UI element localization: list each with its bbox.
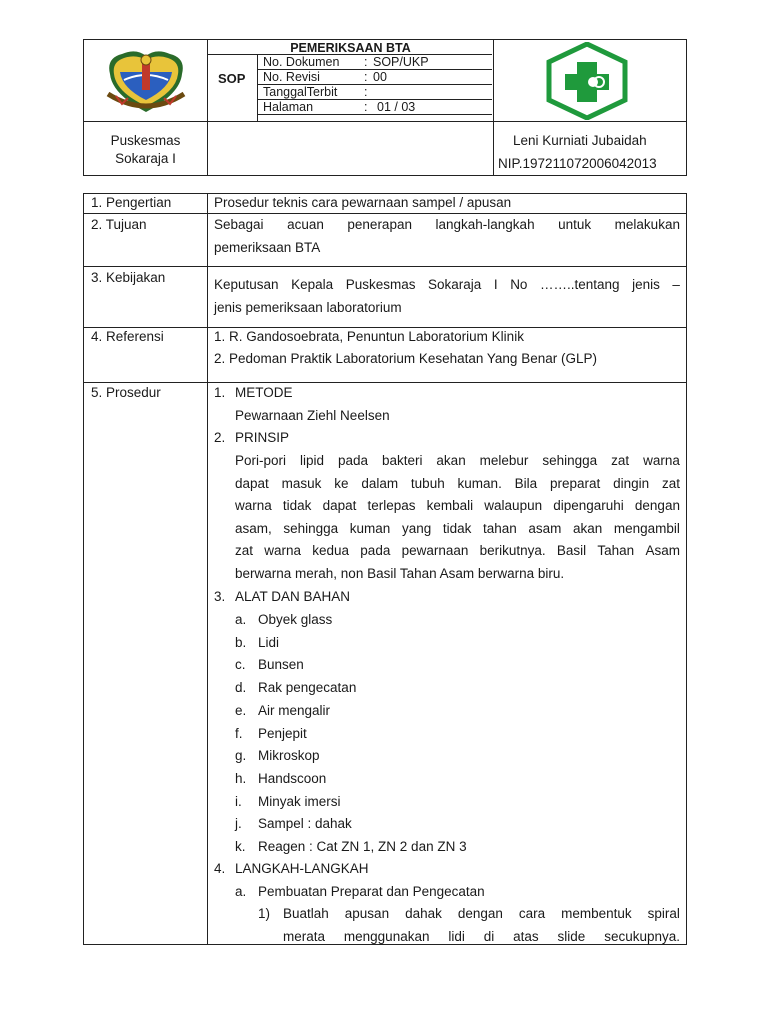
org-name: Puskesmas bbox=[110, 133, 181, 148]
word: akan bbox=[436, 453, 466, 468]
puskesmas-logo bbox=[543, 42, 631, 120]
word: tidak bbox=[282, 498, 312, 514]
sop-label: SOP bbox=[218, 71, 246, 86]
meta-sep: : bbox=[364, 85, 368, 99]
word: dingin bbox=[613, 475, 650, 491]
divider bbox=[493, 40, 494, 175]
kebijakan-line2: jenis pemeriksaan laboratorium bbox=[214, 300, 402, 315]
list-marker: 3. bbox=[214, 589, 226, 604]
meta-value: 01 / 03 bbox=[377, 100, 416, 114]
word: tahan bbox=[482, 520, 517, 536]
meta-key: TanggalTerbit bbox=[263, 85, 338, 99]
list-marker: i. bbox=[235, 793, 242, 809]
word: Basil bbox=[556, 543, 587, 559]
word: ke bbox=[334, 475, 349, 491]
sub-step-heading: Pembuatan Preparat dan Pengecatan bbox=[258, 884, 485, 899]
divider bbox=[207, 194, 208, 944]
divider bbox=[84, 327, 686, 328]
regency-emblem-logo bbox=[102, 46, 190, 116]
meta-key: No. Revisi bbox=[263, 70, 320, 84]
word: yang bbox=[401, 520, 432, 536]
word: kembali bbox=[426, 498, 474, 514]
word: asam, bbox=[235, 520, 272, 536]
step1-line2 bbox=[283, 929, 680, 945]
word: Puskesmas bbox=[345, 277, 416, 292]
prinsip-line bbox=[235, 521, 680, 537]
word: – bbox=[672, 277, 680, 292]
word: acuan bbox=[287, 217, 324, 232]
word: warna bbox=[264, 543, 302, 559]
word: kuman bbox=[349, 520, 391, 536]
list-marker: a. bbox=[235, 884, 247, 899]
word: ……..tentang bbox=[540, 277, 620, 292]
word: asam bbox=[528, 520, 562, 536]
word: walaupun bbox=[484, 498, 543, 514]
prinsip-last-line: berwarna merah, non Basil Tahan Asam berwarna biru. bbox=[235, 566, 565, 581]
section-label-kebijakan: 3. Kebijakan bbox=[91, 270, 166, 285]
meta-value: 00 bbox=[373, 70, 387, 84]
list-marker: 1) bbox=[258, 906, 271, 921]
word: zat bbox=[611, 453, 630, 468]
list-item: Reagen : Cat ZN 1, ZN 2 dan ZN 3 bbox=[258, 839, 467, 854]
word: cara bbox=[518, 906, 546, 921]
tujuan-line2: pemeriksaan BTA bbox=[214, 240, 321, 255]
word: spiral bbox=[647, 906, 680, 921]
word: Kepala bbox=[291, 277, 334, 292]
list-marker: k. bbox=[235, 839, 246, 854]
list-marker: e. bbox=[235, 702, 247, 718]
divider bbox=[84, 121, 686, 122]
metode-value: Pewarnaan Ziehl Neelsen bbox=[235, 408, 390, 423]
meta-key: No. Dokumen bbox=[263, 55, 340, 69]
list-marker: j. bbox=[235, 816, 242, 832]
word: terlepas bbox=[367, 498, 416, 514]
list-marker: h. bbox=[235, 770, 247, 786]
word: Keputusan bbox=[214, 277, 279, 292]
list-item: Sampel : dahak bbox=[258, 816, 352, 832]
prinsip-line bbox=[235, 476, 680, 492]
meta-value: SOP/UKP bbox=[373, 55, 429, 69]
word: apusan bbox=[344, 906, 390, 921]
section-label-prosedur: 5. Prosedur bbox=[91, 385, 161, 400]
list-item: Minyak imersi bbox=[258, 793, 341, 809]
list-item: Mikroskop bbox=[258, 748, 320, 764]
word: zat bbox=[661, 475, 680, 491]
word: lipid bbox=[299, 453, 324, 468]
list-marker: a. bbox=[235, 612, 247, 627]
word: akan bbox=[573, 520, 603, 536]
doc-title: PEMERIKSAAN BTA bbox=[290, 41, 411, 55]
meta-sep: : bbox=[364, 70, 368, 84]
section-label-tujuan: 2. Tujuan bbox=[91, 217, 147, 232]
word: dengan bbox=[634, 498, 680, 514]
word: berikutnya. bbox=[479, 543, 546, 559]
word: I bbox=[493, 277, 498, 292]
list-marker: 4. bbox=[214, 861, 226, 876]
word: sehingga bbox=[283, 520, 339, 536]
referensi-item: 2. Pedoman Praktik Laboratorium Kesehatan Yang Benar (GLP) bbox=[214, 351, 597, 366]
list-marker: d. bbox=[235, 680, 247, 696]
list-item: Penjepit bbox=[258, 725, 307, 741]
word: secukupnya. bbox=[604, 929, 680, 944]
alat-heading: ALAT DAN BAHAN bbox=[235, 589, 351, 604]
word: di bbox=[483, 929, 495, 944]
word: Tahan bbox=[597, 543, 635, 559]
word: membentuk bbox=[561, 906, 632, 921]
divider bbox=[84, 266, 686, 267]
list-marker: 2. bbox=[214, 430, 226, 445]
procedure-table bbox=[83, 193, 687, 945]
prinsip-heading: PRINSIP bbox=[235, 430, 290, 445]
meta-sep: : bbox=[364, 100, 368, 114]
word: menggunakan bbox=[343, 929, 430, 944]
word: Sebagai bbox=[214, 217, 264, 232]
word: atas bbox=[513, 929, 539, 944]
list-item: Rak pengecatan bbox=[258, 680, 357, 696]
prinsip-line bbox=[235, 453, 680, 469]
list-item: Bunsen bbox=[258, 657, 304, 673]
list-item: Lidi bbox=[258, 634, 280, 650]
word: tubuh bbox=[410, 475, 445, 491]
word: melakukan bbox=[614, 217, 680, 232]
word: kuman. bbox=[457, 475, 502, 491]
word: dengan bbox=[457, 906, 503, 921]
word: preparat bbox=[550, 475, 601, 491]
word: bakteri bbox=[381, 453, 423, 468]
list-marker: b. bbox=[235, 634, 247, 650]
word: dipengaruhi bbox=[553, 498, 624, 514]
meta-sep: : bbox=[364, 55, 368, 69]
word: pewarnaan bbox=[401, 543, 469, 559]
word: tidak bbox=[442, 520, 472, 536]
prinsip-line bbox=[235, 543, 680, 559]
section-label-pengertian: 1. Pengertian bbox=[91, 195, 172, 210]
list-marker: c. bbox=[235, 657, 246, 673]
list-item: Obyek glass bbox=[258, 612, 333, 627]
divider bbox=[257, 54, 258, 121]
list-marker: f. bbox=[235, 725, 243, 741]
word: lidi bbox=[448, 929, 465, 944]
org-branch: Sokaraja I bbox=[115, 151, 176, 166]
word: Bila bbox=[514, 475, 538, 491]
word: untuk bbox=[558, 217, 592, 232]
word: pada bbox=[337, 453, 368, 468]
list-item: Handscoon bbox=[258, 770, 327, 786]
word: dapat bbox=[322, 498, 357, 514]
meta-key: Halaman bbox=[263, 100, 314, 114]
prinsip-line bbox=[235, 498, 680, 514]
word: merata bbox=[283, 929, 326, 944]
referensi-item: 1. R. Gandosoebrata, Penuntun Laboratorium Klinik bbox=[214, 329, 524, 344]
word: warna bbox=[235, 498, 272, 514]
list-marker: g. bbox=[235, 748, 247, 764]
word: Pori-pori bbox=[235, 453, 287, 468]
step1-line1 bbox=[283, 906, 680, 922]
list-marker: 1. bbox=[214, 385, 226, 400]
metode-heading: METODE bbox=[235, 385, 293, 400]
word: langkah-langkah bbox=[435, 217, 535, 232]
word: penerapan bbox=[347, 217, 412, 232]
langkah-heading: LANGKAH-LANGKAH bbox=[235, 861, 369, 876]
word: No bbox=[510, 277, 528, 292]
divider bbox=[207, 40, 208, 175]
word: jenis bbox=[632, 277, 660, 292]
divider bbox=[84, 213, 686, 214]
word: Sokaraja bbox=[428, 277, 482, 292]
word: warna bbox=[643, 453, 680, 468]
word: masuk bbox=[281, 475, 322, 491]
section-label-referensi: 4. Referensi bbox=[91, 329, 164, 344]
word: Buatlah bbox=[283, 906, 329, 921]
word: dalam bbox=[361, 475, 399, 491]
word: sehingga bbox=[542, 453, 598, 468]
divider bbox=[207, 54, 492, 55]
word: pada bbox=[360, 543, 391, 559]
header-table bbox=[83, 39, 687, 176]
word: mengambil bbox=[613, 520, 680, 536]
word: dahak bbox=[405, 906, 442, 921]
divider bbox=[257, 114, 492, 115]
word: Asam bbox=[645, 543, 680, 559]
word: melebur bbox=[479, 453, 529, 468]
divider bbox=[84, 382, 686, 383]
tujuan-text-line bbox=[214, 217, 680, 233]
signer-name: Leni Kurniati Jubaidah bbox=[513, 133, 647, 148]
signer-nip: NIP.197211072006042013 bbox=[498, 156, 657, 171]
word: kedua bbox=[312, 543, 350, 559]
word: slide bbox=[557, 929, 586, 944]
word: zat bbox=[235, 543, 254, 559]
kebijakan-text-line bbox=[214, 277, 680, 293]
pengertian-text: Prosedur teknis cara pewarnaan sampel / apusan bbox=[214, 195, 512, 210]
list-item: Air mengalir bbox=[258, 702, 331, 718]
word: dapat bbox=[235, 475, 269, 491]
